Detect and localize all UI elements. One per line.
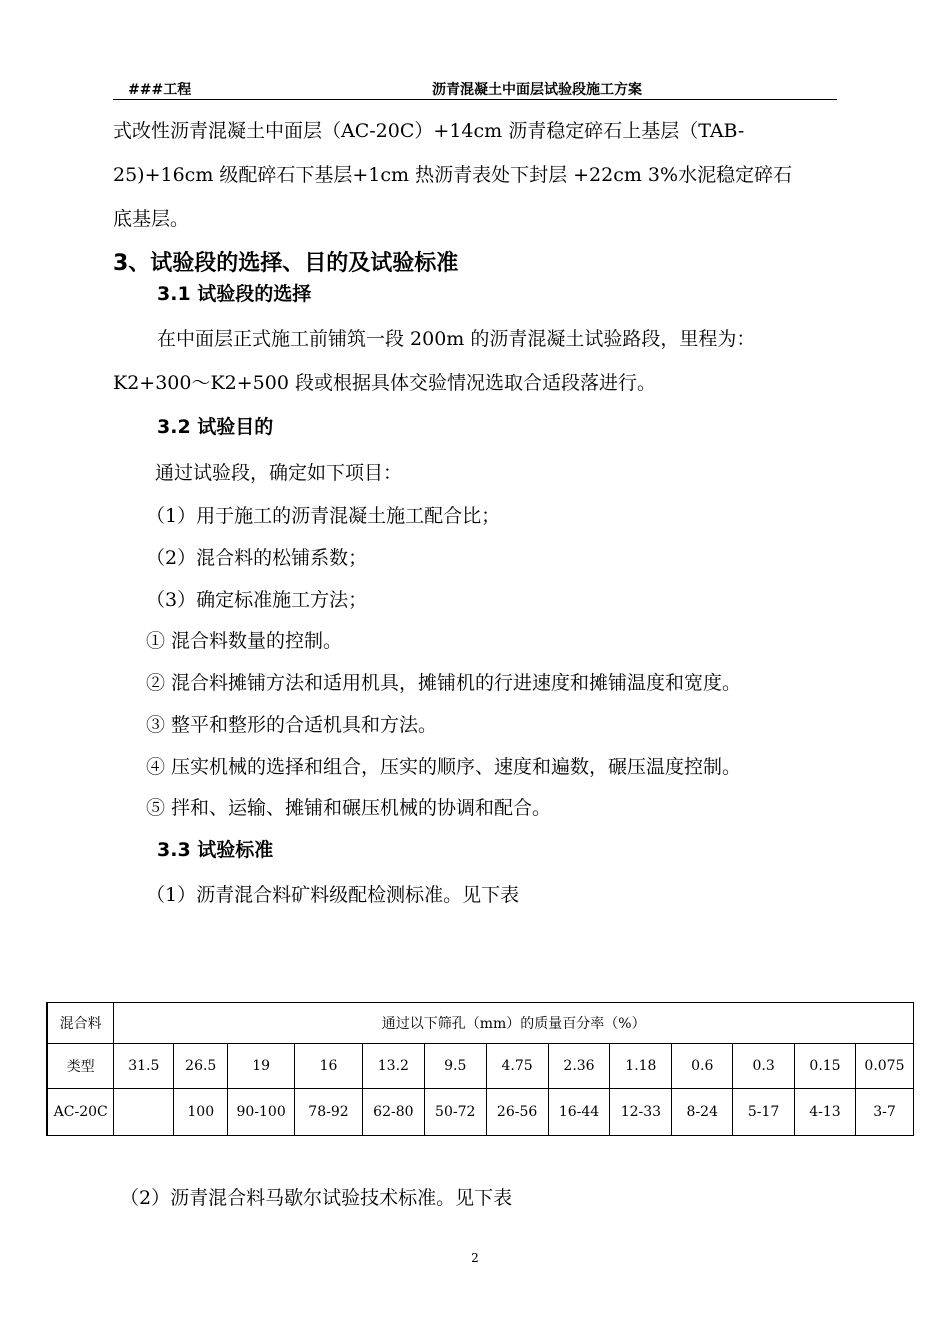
table-cell: 62-80 — [362, 1089, 424, 1136]
table-cell: 3-7 — [855, 1089, 913, 1136]
table-cell: 50-72 — [424, 1089, 486, 1136]
section-3-2-heading: 3.2 试验目的 — [157, 416, 274, 438]
sieve-size: 19 — [228, 1044, 295, 1089]
table-cell: 100 — [174, 1089, 228, 1136]
sieve-size: 31.5 — [114, 1044, 174, 1089]
s32-line: ③ 整平和整形的合适机具和方法。 — [146, 714, 438, 736]
intro-line: 式改性沥青混凝土中面层（AC-20C）+14cm 沥青稳定碎石上基层（TAB- — [113, 120, 745, 142]
table-row-label: 类型 — [47, 1044, 114, 1089]
header-project: ###工程 — [128, 82, 192, 98]
header-rule — [113, 99, 837, 100]
page-number: 2 — [471, 1251, 479, 1265]
table-cell: 5-17 — [733, 1089, 795, 1136]
table-cell: 78-92 — [295, 1089, 363, 1136]
sieve-size: 1.18 — [610, 1044, 672, 1089]
sieve-size: 0.6 — [672, 1044, 733, 1089]
intro-line: 底基层。 — [113, 208, 190, 230]
table-cell: 16-44 — [548, 1089, 610, 1136]
s32-line: ④ 压实机械的选择和组合，压实的顺序、速度和遍数，碾压温度控制。 — [146, 756, 742, 778]
table-cell: 26-56 — [486, 1089, 548, 1136]
s32-line: ② 混合料摊铺方法和适用机具，摊铺机的行进速度和摊铺温度和宽度。 — [146, 672, 742, 694]
intro-line: 25)+16cm 级配碎石下基层+1cm 热沥青表处下封层 +22cm 3%水泥稳定碎石 — [113, 164, 793, 186]
s32-line: （1）用于施工的沥青混凝土施工配合比； — [146, 505, 501, 527]
table-cell: 4-13 — [795, 1089, 856, 1136]
table-cell: 90-100 — [228, 1089, 295, 1136]
table-row-label: AC-20C — [47, 1089, 114, 1136]
section-3-1-heading: 3.1 试验段的选择 — [157, 283, 312, 305]
sieve-size: 0.075 — [855, 1044, 913, 1089]
s32-line: 通过试验段，确定如下项目： — [155, 462, 403, 484]
header-doc-title: 沥青混凝土中面层试验段施工方案 — [432, 82, 642, 98]
section-3-3-heading: 3.3 试验标准 — [157, 839, 274, 861]
sieve-size: 4.75 — [486, 1044, 548, 1089]
table-row-label: 混合料 — [47, 1003, 114, 1044]
sieve-size: 2.36 — [548, 1044, 610, 1089]
table-cell: 8-24 — [672, 1089, 733, 1136]
s32-line: （3）确定标准施工方法； — [146, 589, 368, 611]
table-cell — [114, 1089, 174, 1136]
section-3-heading: 3、试验段的选择、目的及试验标准 — [113, 251, 459, 276]
sieve-size: 0.15 — [795, 1044, 856, 1089]
s31-line: K2+300～K2+500 段或根据具体交验情况选取合适段落进行。 — [113, 372, 656, 394]
sieve-size: 26.5 — [174, 1044, 228, 1089]
sieve-size: 9.5 — [424, 1044, 486, 1089]
s31-line: 在中面层正式施工前铺筑一段 200m 的沥青混凝土试验路段，里程为： — [157, 328, 756, 350]
sieve-size: 0.3 — [733, 1044, 795, 1089]
table-cell: 12-33 — [610, 1089, 672, 1136]
s32-line: ① 混合料数量的控制。 — [146, 630, 343, 652]
s32-line: ⑤ 拌和、运输、摊铺和碾压机械的协调和配合。 — [146, 797, 552, 819]
sieve-size: 16 — [295, 1044, 363, 1089]
s33-item-1: （1）沥青混合料矿料级配检测标准。见下表 — [146, 884, 520, 906]
table-header-span: 通过以下筛孔（mm）的质量百分率（%） — [114, 1003, 914, 1044]
s33-item-2: （2）沥青混合料马歇尔试验技术标准。见下表 — [120, 1187, 513, 1209]
sieve-size: 13.2 — [362, 1044, 424, 1089]
s32-line: （2）混合料的松铺系数； — [146, 547, 368, 569]
gradation-table — [46, 1002, 914, 1136]
